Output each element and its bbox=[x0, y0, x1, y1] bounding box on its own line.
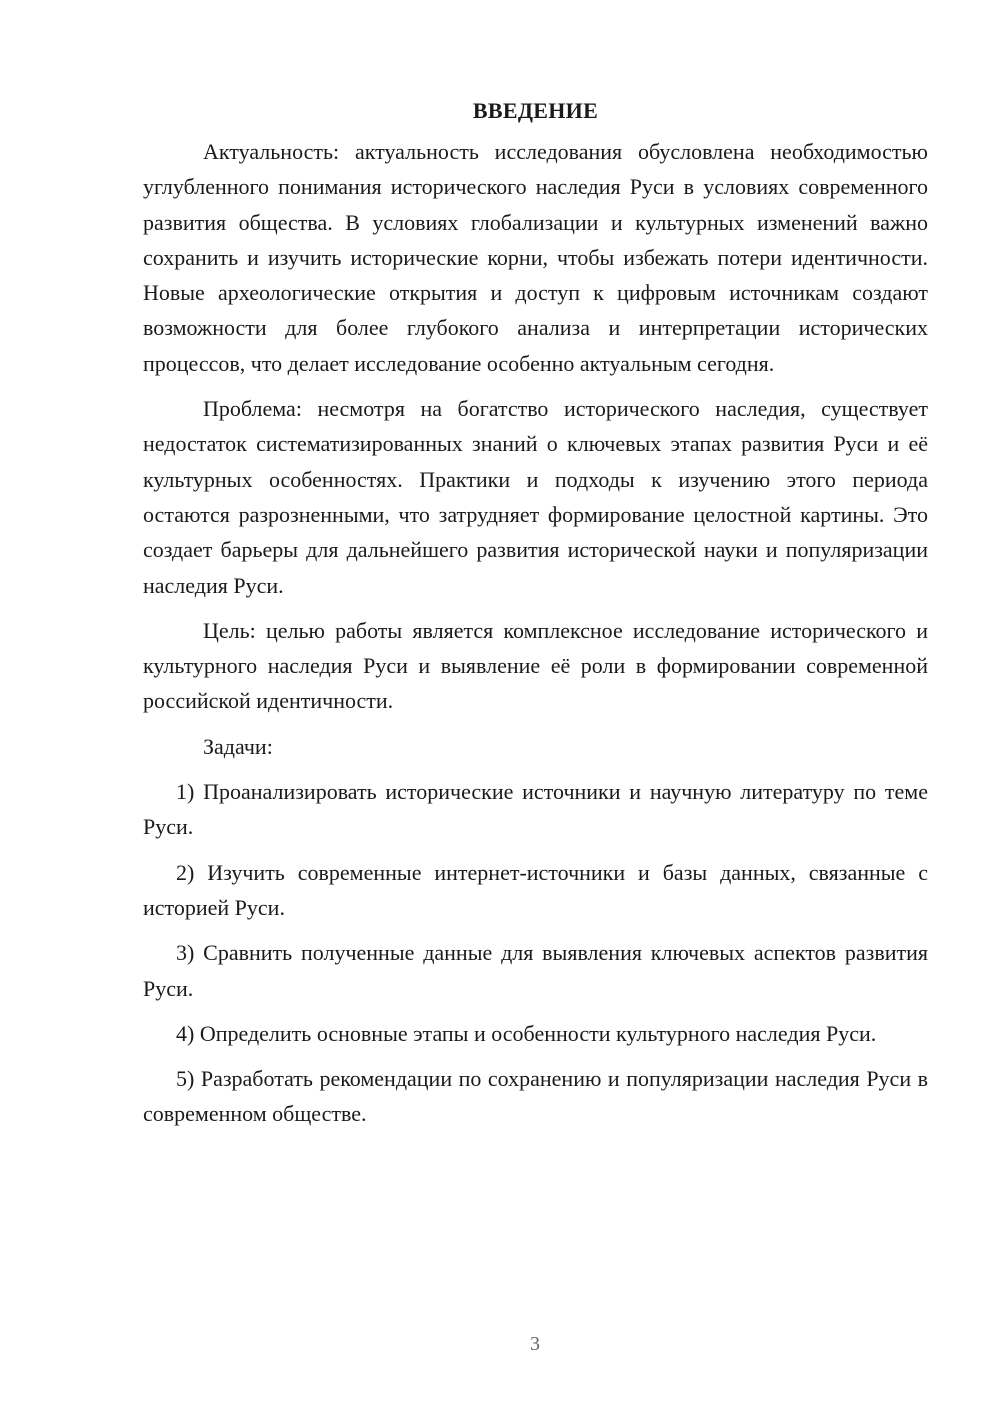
task-item: 3) Сравнить полученные данные для выявления ключевых аспектов развития Руси. bbox=[143, 940, 928, 1001]
problem-paragraph: Проблема: несмотря на богатство исторического наследия, существует недостаток систематизированных знаний о ключевых этапах развития Руси и её культурных особенностях. Практики и подходы к изучению этого периода остаются разрозненными, что затрудняет формирование целостной картины. Это создает барьеры для дальнейшего развития исторической науки и популяризации наследия Руси. bbox=[143, 396, 928, 598]
tasks-heading: Задачи: bbox=[203, 733, 273, 759]
task-item: 4) Определить основные этапы и особенности культурного наследия Руси. bbox=[176, 1020, 877, 1046]
task-item: 2) Изучить современные интернет-источники и базы данных, связанные с историей Руси. bbox=[143, 859, 928, 920]
page-number: 3 bbox=[530, 1333, 540, 1355]
page-title: ВВЕДЕНИЕ bbox=[472, 98, 599, 123]
document-page bbox=[143, 88, 928, 1142]
task-item: 1) Проанализировать исторические источники и научную литературу по теме Руси. bbox=[143, 779, 928, 840]
goal-paragraph: Цель: целью работы является комплексное исследование исторического и культурного наследия Руси и выявление её роли в формировании современной российской идентичности. bbox=[143, 617, 928, 714]
task-item: 5) Разработать рекомендации по сохранению и популяризации наследия Руси в современном обществе. bbox=[143, 1066, 928, 1127]
relevance-paragraph: Актуальность: актуальность исследования обусловлена необходимостью углубленного понимания исторического наследия Руси в условиях современного развития общества. В условиях глобализации и культурных изменений важно сохранить и изучить исторические корни, чтобы избежать потери идентичности. Новые археологические открытия и доступ к цифровым источникам создают возможности для более глубокого анализа и интерпретации исторических процессов, что делает исследование особенно актуальным сегодня. bbox=[143, 139, 928, 376]
